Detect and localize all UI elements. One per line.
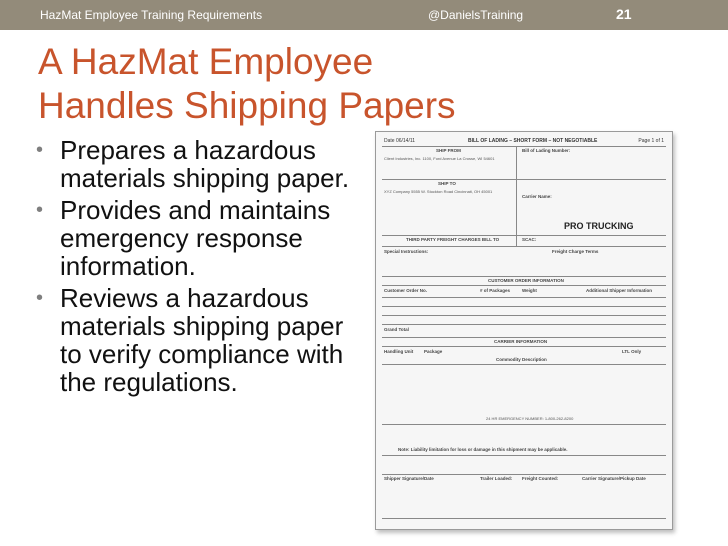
customer-order-no-label: Customer Order No. — [384, 288, 428, 293]
divider — [382, 324, 666, 325]
header-title: HazMat Employee Training Requirements — [40, 8, 263, 22]
bullet-text: Prepares a hazardous materials shipping paper. — [60, 135, 350, 193]
scac-label: SCAC: — [522, 237, 537, 242]
divider — [382, 337, 666, 338]
grand-total-label: Grand Total — [384, 327, 409, 332]
slide-number: 21 — [616, 6, 632, 22]
trailer-loaded-label: Trailer Loaded: — [480, 476, 513, 481]
bullet-list — [36, 136, 366, 400]
carrier-name-label: Carrier Name: — [522, 194, 552, 199]
ship-to-label: SHIP TO — [438, 181, 456, 186]
divider — [382, 297, 666, 298]
bullet-text: Reviews a hazardous materials shipping paper to verify compliance with the regulations. — [60, 283, 344, 397]
commodity-label: Commodity Description — [496, 357, 547, 362]
handling-unit-label: Handling Unit — [384, 349, 414, 354]
bullet-icon: • — [36, 287, 44, 309]
carrier-name: PRO TRUCKING — [564, 221, 634, 231]
header-handle: @DanielsTraining — [428, 8, 524, 22]
divider — [382, 246, 666, 247]
bullet-icon: • — [36, 139, 44, 161]
bullet-text: Provides and maintains emergency response information. — [60, 195, 331, 281]
ship-to-address: XYZ Company 5555 W. Stockton Road Cincinnati, OH 45001 — [384, 189, 493, 194]
doc-page: Page 1 of 1 — [638, 138, 664, 144]
bill-number-label: Bill of Lading Number: — [522, 148, 571, 153]
freight-counted-label: Freight Counted: — [522, 476, 559, 481]
bill-of-lading-image — [375, 131, 673, 530]
bullet-item — [36, 196, 366, 280]
divider — [516, 146, 517, 246]
freight-terms-label: Freight Charge Terms — [552, 249, 599, 254]
divider — [382, 424, 666, 425]
third-party-label: THIRD PARTY FREIGHT CHARGES BILL TO — [406, 237, 500, 242]
divider — [382, 285, 666, 286]
slide-header — [0, 0, 728, 30]
divider — [382, 364, 666, 365]
divider — [382, 455, 666, 456]
bullet-item — [36, 284, 366, 396]
divider — [382, 315, 666, 316]
divider — [382, 518, 666, 519]
divider — [382, 179, 666, 180]
bullet-icon: • — [36, 199, 44, 221]
slide-title: A HazMat Employee Handles Shipping Papers — [38, 41, 456, 126]
divider — [382, 474, 666, 475]
carrier-info-label: CARRIER INFORMATION — [494, 339, 548, 344]
ltl-only-label: LTL Only — [622, 349, 642, 354]
liability-note: Note: Liability limitation for loss or damage in this shipment may be applicable. — [398, 447, 568, 452]
package-label: Package — [424, 349, 443, 354]
carrier-signature-label: Carrier Signature/Pickup Date — [582, 476, 646, 481]
divider — [382, 306, 666, 307]
ship-from-address: Client Industries, Inc. 1100, Ford Avenue La Crosse, WI 54601 — [384, 156, 495, 161]
divider — [382, 346, 666, 347]
divider — [382, 235, 666, 236]
weight-label: Weight — [522, 288, 537, 293]
divider — [382, 146, 666, 147]
bullet-item — [36, 136, 366, 192]
shipper-signature-label: Shipper Signature/Date — [384, 476, 434, 481]
customer-order-info-label: CUSTOMER ORDER INFORMATION — [488, 278, 564, 283]
additional-info-label: Additional Shipper Information — [586, 288, 652, 293]
doc-date: Date 06/14/11 — [384, 138, 416, 144]
ship-from-label: SHIP FROM — [436, 148, 461, 153]
special-instructions-label: Special Instructions: — [384, 249, 429, 254]
emergency-number: 24 HR EMERGENCY NUMBER: 1-800-262-8200 — [486, 416, 574, 421]
doc-title: BILL OF LADING – SHORT FORM – NOT NEGOTIABLE — [468, 138, 598, 144]
divider — [382, 276, 666, 277]
packages-label: # of Packages — [480, 288, 511, 293]
